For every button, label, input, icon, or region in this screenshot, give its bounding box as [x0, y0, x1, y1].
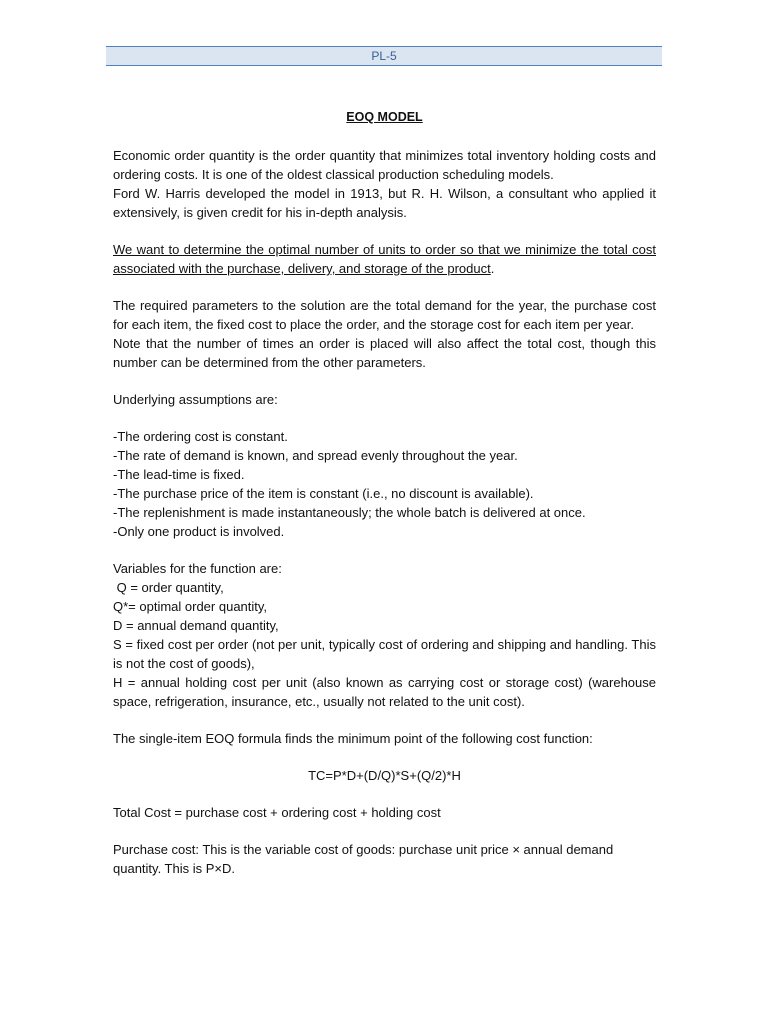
- variable-item: S = fixed cost per order (not per unit, typically cost of ordering and shipping and handling. This is not the cost of goods),: [113, 637, 656, 671]
- formula-intro: The single-item EOQ formula finds the minimum point of the following cost function:: [113, 731, 593, 746]
- goal-paragraph: [113, 240, 656, 278]
- variables-list: [113, 578, 656, 711]
- assumption-item: -The ordering cost is constant.: [113, 429, 288, 444]
- document-title: EOQ MODEL: [346, 110, 423, 124]
- document-body: [113, 108, 656, 878]
- assumption-item: -The lead-time is fixed.: [113, 467, 245, 482]
- assumption-item: -The purchase price of the item is constant (i.e., no discount is available).: [113, 486, 534, 501]
- intro-paragraph: [113, 146, 656, 222]
- variables-heading: Variables for the function are:: [113, 561, 282, 576]
- variable-item: Q = order quantity,: [113, 580, 224, 595]
- variable-item: Q*= optimal order quantity,: [113, 599, 268, 614]
- note-paragraph: Note that the number of times an order is placed will also affect the total cost, though this number can be determined from the other parameters.: [113, 336, 656, 370]
- assumptions-heading: Underlying assumptions are:: [113, 392, 278, 407]
- parameters-paragraph: The required parameters to the solution are the total demand for the year, the purchase cost for each item, the fixed cost to place the order, and the storage cost for each item per year.: [113, 298, 656, 332]
- page-header-label: PL-5: [371, 49, 397, 63]
- assumptions-list: [113, 427, 656, 541]
- page-header-bar: [106, 46, 662, 66]
- variable-item: D = annual demand quantity,: [113, 618, 279, 633]
- cost-formula: TC=P*D+(D/Q)*S+(Q/2)*H: [308, 768, 461, 783]
- assumption-item: -Only one product is involved.: [113, 524, 285, 539]
- goal-statement: We want to determine the optimal number of units to order so that we minimize the total cost associated with the purchase, delivery, and storage of the product: [113, 242, 656, 276]
- intro-sentence-2: Ford W. Harris developed the model in 1913, but R. H. Wilson, a consultant who applied it extensively, is given credit for his in-depth analysis.: [113, 186, 656, 220]
- assumption-item: -The replenishment is made instantaneously; the whole batch is delivered at once.: [113, 505, 586, 520]
- total-cost-line: Total Cost = purchase cost + ordering cost + holding cost: [113, 805, 441, 820]
- goal-period: .: [490, 261, 495, 276]
- intro-sentence-1: Economic order quantity is the order quantity that minimizes total inventory holding costs and ordering costs. It is one of the oldest classical production scheduling models.: [113, 148, 656, 182]
- assumption-item: -The rate of demand is known, and spread evenly throughout the year.: [113, 448, 518, 463]
- variable-item: H = annual holding cost per unit (also known as carrying cost or storage cost) (warehouse space, refrigeration, insurance, etc., usually not related to the unit cost).: [113, 675, 656, 709]
- purchase-cost-paragraph: Purchase cost: This is the variable cost of goods: purchase unit price × annual demand quantity. This is P×D.: [113, 842, 614, 876]
